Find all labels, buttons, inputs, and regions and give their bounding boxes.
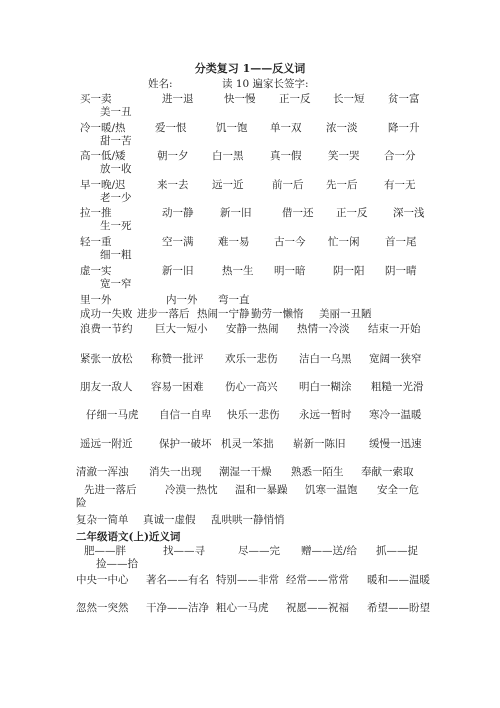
antonym-word: 阴一阳 — [333, 265, 365, 277]
antonym-word: 成功一失败 — [80, 308, 133, 320]
antonym-word: 朝一夕 — [157, 150, 189, 162]
antonym-word: 紧张一放松 — [80, 353, 133, 365]
synonym-word: 找——寻 — [163, 545, 205, 557]
antonym-word: 熟悉一陌生 — [291, 466, 344, 478]
antonym-word: 合一分 — [384, 150, 416, 162]
antonym-word: 明一暗 — [274, 265, 306, 277]
antonym-word: 老一少 — [100, 192, 132, 204]
synonym-word: 肥——胖 — [84, 545, 126, 557]
synonym-word: 捡——拾 — [96, 558, 138, 570]
antonym-word: 新一旧 — [220, 207, 252, 219]
antonym-word: 热一生 — [222, 265, 254, 277]
antonym-word: 内一外 — [166, 294, 198, 306]
synonym-word: 经常——常常 — [286, 574, 349, 586]
antonym-word: 高一低/矮 — [80, 150, 126, 162]
antonym-word: 结束一开始 — [368, 323, 421, 335]
antonym-word: 笑一哭 — [328, 150, 360, 162]
antonym-word: 潮湿一干燥 — [219, 466, 272, 478]
antonym-word: 贫一富 — [388, 93, 420, 105]
name-label: 姓名: — [148, 78, 173, 90]
synonym-word: 粗心一马虎 — [216, 602, 269, 614]
antonym-word: 勤劳一懒惰 — [251, 308, 304, 320]
synonym-word: 著名——有名 — [146, 574, 209, 586]
antonym-word: 洁白一乌黑 — [299, 353, 352, 365]
antonym-word: 宽阔一狭窄 — [369, 353, 422, 365]
antonym-word: 放一收 — [100, 163, 132, 175]
antonym-word: 爱一恨 — [155, 122, 187, 134]
antonym-word: 快一慢 — [224, 93, 256, 105]
section2-title: 二年级语文(上)近义词 — [76, 531, 181, 543]
synonym-word: 特别——非常 — [216, 574, 279, 586]
antonym-word: 浓一淡 — [326, 122, 358, 134]
antonym-word: 自信一自卑 — [159, 409, 212, 421]
antonym-word: 新一旧 — [162, 265, 194, 277]
antonym-word: 遥远一附近 — [80, 438, 133, 450]
antonym-word: 阴一晴 — [385, 265, 417, 277]
antonym-word: 快乐一悲伤 — [227, 409, 280, 421]
antonym-word: 机灵一笨拙 — [221, 438, 274, 450]
antonym-word: 巨大一短小 — [155, 323, 208, 335]
antonym-word: 安全一危 — [377, 484, 419, 496]
antonym-word: 深一浅 — [393, 207, 425, 219]
antonym-word: 崭新一陈旧 — [293, 438, 346, 450]
antonym-word: 轻一重 — [80, 236, 112, 248]
antonym-word: 空一满 — [162, 236, 194, 248]
antonym-word: 消失一出现 — [149, 466, 202, 478]
antonym-word: 永远一暂时 — [299, 409, 352, 421]
antonym-word: 甜一苦 — [100, 135, 132, 147]
antonym-word: 有一无 — [384, 179, 416, 191]
antonym-word: 来一去 — [157, 179, 189, 191]
antonym-word: 细一粗 — [100, 249, 132, 261]
antonym-word: 粗糙一光滑 — [371, 381, 424, 393]
antonym-word: 进一退 — [162, 93, 194, 105]
antonym-word: 饥一饱 — [216, 122, 248, 134]
antonym-word: 奉献一索取 — [361, 466, 414, 478]
antonym-word: 先一后 — [326, 179, 358, 191]
antonym-word: 借一还 — [282, 207, 314, 219]
antonym-word: 热情一冷淡 — [297, 323, 350, 335]
synonym-word: 抓——捉 — [376, 545, 418, 557]
antonym-word: 难一易 — [218, 236, 250, 248]
antonym-word: 缓慢一迅速 — [369, 438, 422, 450]
antonym-word: 冷漠一热忱 — [165, 484, 218, 496]
antonym-word: 真一假 — [270, 150, 302, 162]
antonym-word: 长一短 — [333, 93, 365, 105]
antonym-word: 拉一推 — [80, 207, 112, 219]
antonym-word: 保护一破坏 — [159, 438, 212, 450]
sign-label: 读 10 遍家长签字: — [222, 78, 309, 90]
antonym-word: 进步一落后 — [137, 308, 190, 320]
synonym-word: 干净——洁净 — [146, 602, 209, 614]
antonym-word: 冷一暖/热 — [80, 122, 126, 134]
synonym-word: 忽然一突然 — [76, 602, 129, 614]
antonym-word: 美一丑 — [100, 106, 132, 118]
antonym-word: 温和一暴躁 — [235, 484, 288, 496]
antonym-word: 正一反 — [279, 93, 311, 105]
antonym-word: 里一外 — [80, 294, 112, 306]
antonym-word: 朋友一敌人 — [80, 381, 133, 393]
antonym-word: 伤心一高兴 — [225, 381, 278, 393]
synonym-word: 中央一中心 — [76, 574, 129, 586]
antonym-word: 欢乐一悲伤 — [225, 353, 278, 365]
antonym-word: 清澈一浑浊 — [76, 466, 129, 478]
antonym-word: 远一近 — [212, 179, 244, 191]
antonym-word: 前一后 — [272, 179, 304, 191]
antonym-word: 早一晚/迟 — [80, 179, 126, 191]
antonym-word: 虚一实 — [80, 265, 112, 277]
antonym-word: 动一静 — [162, 207, 194, 219]
antonym-word: 仔细一马虎 — [86, 409, 139, 421]
antonym-word: 安静一热闹 — [226, 323, 279, 335]
synonym-word: 暖和——温暖 — [367, 574, 430, 586]
antonym-word: 单一双 — [270, 122, 302, 134]
antonym-word: 白一黑 — [212, 150, 244, 162]
antonym-word: 明白一糊涂 — [299, 381, 352, 393]
synonym-word: 赠——送/给 — [301, 545, 358, 557]
synonym-word: 希望——盼望 — [367, 602, 430, 614]
antonym-word: 弯一直 — [218, 294, 250, 306]
antonym-word: 先进一落后 — [84, 484, 137, 496]
antonym-word: 饥寒一温饱 — [305, 484, 358, 496]
antonym-word: 寒冷一温暖 — [369, 409, 422, 421]
antonym-word: 忙一闲 — [328, 236, 360, 248]
synonym-word: 祝愿——祝福 — [286, 602, 349, 614]
antonym-word: 首一尾 — [385, 236, 417, 248]
antonym-word: 买一卖 — [80, 93, 112, 105]
antonym-word: 降一升 — [388, 122, 420, 134]
page-title: 分类复习 1——反义词 — [194, 62, 306, 75]
antonym-word: 险 — [76, 497, 87, 509]
antonym-word: 宽一窄 — [100, 278, 132, 290]
antonym-word: 称赞一批评 — [151, 353, 204, 365]
antonym-word: 容易一困难 — [151, 381, 204, 393]
antonym-word: 浪费一节约 — [80, 323, 133, 335]
antonym-word: 生一死 — [100, 220, 132, 232]
antonym-word: 乱哄哄一静悄悄 — [211, 514, 285, 526]
antonym-word: 正一反 — [336, 207, 368, 219]
antonym-word: 古一今 — [274, 236, 306, 248]
antonym-word: 复杂一简单 — [76, 514, 129, 526]
synonym-word: 尽——完 — [238, 545, 280, 557]
antonym-word: 美丽一丑陋 — [319, 308, 372, 320]
antonym-word: 真诚一虚假 — [143, 514, 196, 526]
antonym-word: 热闹一宁静 — [197, 308, 250, 320]
